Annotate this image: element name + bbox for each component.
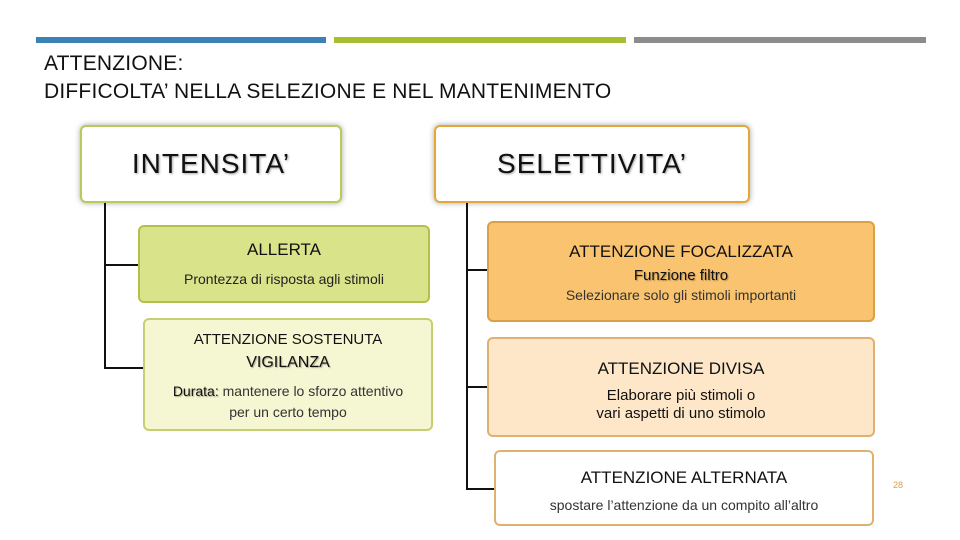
selettivita-heading: SELETTIVITA’ <box>497 148 687 179</box>
sostenuta-title: ATTENZIONE SOSTENUTA <box>193 331 383 348</box>
vigilanza-subtitle: VIGILANZA <box>246 354 330 371</box>
allerta-box <box>138 225 430 303</box>
alternata-title: ATTENZIONE ALTERNATA <box>580 468 788 487</box>
slide-title-line1: ATTENZIONE: <box>44 52 184 75</box>
focalizzata-subtitle: Funzione filtro <box>633 267 729 284</box>
right-connector-focal <box>466 269 488 271</box>
durata-text: mantenere lo sforzo attentivo <box>218 383 404 399</box>
divisa-title: ATTENZIONE DIVISA <box>597 359 765 378</box>
allerta-title: ALLERTA <box>246 240 322 259</box>
right-connector-alternata <box>466 488 495 490</box>
left-connector-allerta <box>104 264 139 266</box>
accent-bar-green <box>334 37 626 43</box>
intensita-heading: INTENSITA’ <box>131 148 291 179</box>
durata-label: Durata: <box>172 383 219 399</box>
alternata-box <box>494 450 874 526</box>
slide-title <box>44 50 611 106</box>
left-connector-vertical <box>104 203 106 369</box>
focalizzata-box <box>487 221 875 322</box>
accent-bar-blue <box>36 37 326 43</box>
divisa-desc-1: Elaborare più stimoli o <box>606 387 756 404</box>
focalizzata-title: ATTENZIONE FOCALIZZATA <box>569 242 793 261</box>
left-connector-sostenuta <box>104 367 144 369</box>
sostenuta-box <box>143 318 433 431</box>
right-connector-vertical <box>466 203 468 490</box>
divisa-box <box>487 337 875 437</box>
focalizzata-desc: Selezionare solo gli stimoli importanti <box>565 287 797 303</box>
durata-line <box>145 383 431 399</box>
allerta-desc: Prontezza di risposta agli stimoli <box>184 271 384 287</box>
slide-title-line2: DIFFICOLTA’ NELLA SELEZIONE E NEL MANTENIMENTO <box>44 80 612 103</box>
durata-text-2: per un certo tempo <box>229 404 347 420</box>
selettivita-heading-box <box>434 125 750 203</box>
alternata-desc: spostare l’attenzione da un compito all’altro <box>549 497 819 513</box>
accent-bar-gray <box>634 37 926 43</box>
right-connector-divisa <box>466 386 488 388</box>
page-number: 28 <box>893 480 904 490</box>
intensita-heading-box <box>80 125 342 203</box>
divisa-desc-2: vari aspetti di uno stimolo <box>596 405 766 422</box>
